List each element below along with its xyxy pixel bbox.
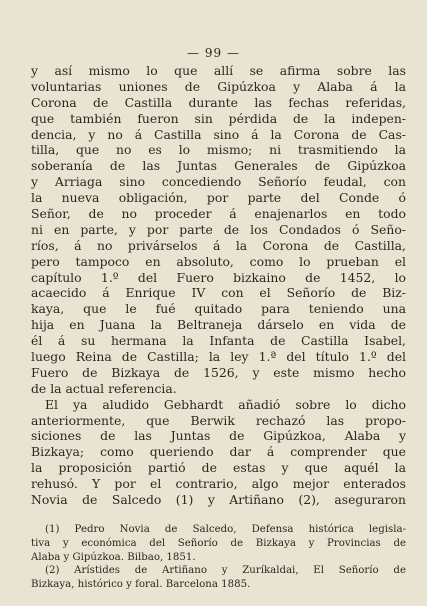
text-line: acaecido á Enrique IV con el Señorío de Biz- — [31, 285, 406, 301]
text-line: y Arriaga sino concediendo Señorío feudal, con — [31, 174, 406, 190]
text-line: pero tampoco en absoluto, como lo prueban el — [31, 253, 406, 269]
text-line: que también fueron sin pérdida de la indepen- — [31, 110, 406, 126]
paragraph-start-line: El ya aludido Gebhardt añadió sobre lo dicho — [45, 396, 406, 412]
text-line: él á su hermana la Infanta de Castilla Isabel, — [31, 333, 406, 349]
footnote-line: (1) Pedro Novia de Salcedo, Defensa histórica legisla- — [45, 524, 406, 535]
text-line: soberanía de las Juntas Generales de Gipúzkoa — [31, 158, 406, 174]
text-line: Bizkaya; como queriendo dar á comprender que — [31, 444, 406, 460]
text-line: voluntarias uniones de Gipúzkoa y Alaba á la — [31, 78, 406, 94]
footnote-line: tiva y económica del Señorío de Bizkaya y Provincias de — [31, 537, 406, 549]
body-text — [31, 63, 406, 508]
footnotes — [31, 523, 406, 592]
paragraph-end-line: de la actual referencia. — [31, 380, 177, 396]
text-line: la proposición partió de estas y que aquél la — [31, 460, 406, 476]
text-line: siciones de las Juntas de Gipúzkoa, Alaba y — [31, 428, 406, 444]
footnote-line: (2) Arístides de Artiñano y Zuríkaldai, El Señorío de — [45, 565, 406, 577]
text-line: capítulo 1.º del Fuero bizkaino de 1452, lo — [31, 269, 406, 285]
text-line: dencia, y no á Castilla sino á la Corona de Cas- — [31, 126, 406, 142]
text-line: y así mismo lo que allí se afirma sobre las — [31, 63, 406, 78]
text-line: tilla, que no es lo mismo; ni trasmitiendo la — [31, 142, 406, 158]
text-line: kaya, que le fué quitado para teniendo una — [31, 301, 406, 317]
text-line: rehusó. Y por el contrario, algo mejor enterados — [31, 476, 406, 492]
text-line: luego Reina de Castilla; la ley 1.ª del título 1.º del — [31, 349, 406, 365]
text-line: hija en Juana la Beltraneja dárselo en vida de — [31, 317, 406, 333]
text-line: Corona de Castilla durante las fechas referidas, — [31, 94, 406, 110]
text-line: Señor, de no proceder á enajenarlos en todo — [31, 206, 406, 222]
footnote-line: Bizkaya, histórico y foral. Barcelona 1885. — [31, 579, 251, 591]
text-line: ríos, á no privárselos á la Corona de Castilla, — [31, 237, 406, 253]
footnote-line: Alaba y Gipúzkoa. Bilbao, 1851. — [31, 551, 196, 563]
page-number: — 99 — — [187, 46, 240, 60]
text-line: anteriormente, que Berwik rechazó las propo- — [31, 412, 406, 428]
text-line: la nueva obligación, por parte del Conde ó — [31, 190, 406, 206]
text-line: Fuero de Bizkaya de 1526, y este mismo hecho — [31, 364, 406, 380]
text-line: Novia de Salcedo (1) y Artiñano (2), aseguraron — [31, 492, 406, 508]
text-line: ni en parte, y por parte de los Condados ó Seño- — [31, 221, 406, 237]
